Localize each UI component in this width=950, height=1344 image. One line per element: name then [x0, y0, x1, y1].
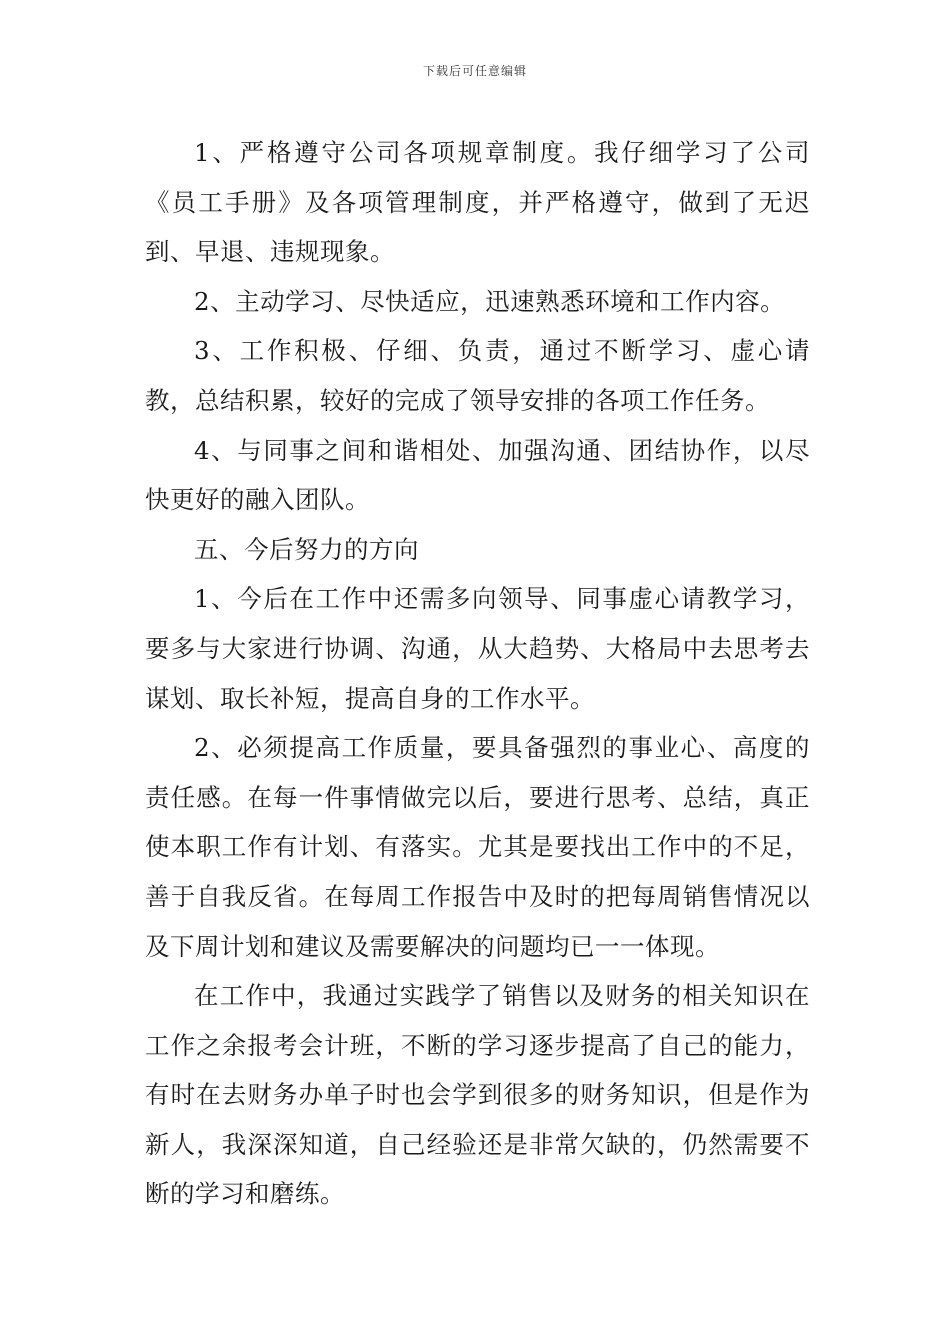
document-body: [145, 128, 810, 1219]
header-note: 下载后可任意编辑: [422, 64, 527, 78]
paragraph-seek-advice: 1、今后在工作中还需多向领导、同事虚心请教学习，要多与大家进行协调、沟通，从大趋势、大格局中去思考去谋划、取长补短，提高自身的工作水平。: [145, 584, 810, 713]
paragraph-rule-compliance: 1、严格遵守公司各项规章制度。我仔细学习了公司《员工手册》及各项管理制度，并严格遵守，做到了无迟到、早退、违规现象。: [145, 138, 810, 267]
section-heading-future-direction: 五、今后努力的方向: [194, 534, 419, 564]
paragraph-active-learning: 2、主动学习、尽快适应，迅速熟悉环境和工作内容。: [194, 286, 786, 316]
paragraph-teamwork: 4、与同事之间和谐相处、加强沟通、团结协作，以尽快更好的融入团队。: [145, 435, 810, 515]
paragraph-work-quality: 2、必须提高工作质量，要具备强烈的事业心、高度的责任感。在每一件事情做完以后，要进行思考、总结，真正使本职工作有计划、有落实。尤其是要找出工作中的不足，善于自我反省。在每周工作报告中及时的把每周销售情况以及下周计划和建议及需要解决的问题均已一一体现。: [145, 733, 810, 961]
paragraph-continuous-learning: 在工作中，我通过实践学了销售以及财务的相关知识在工作之余报考会计班，不断的学习逐步提高了自己的能力，有时在去财务办单子时也会学到很多的财务知识，但是作为新人，我深深知道，自己经验还是非常欠缺的，仍然需要不断的学习和磨练。: [145, 981, 810, 1209]
paragraph-work-attitude: 3、工作积极、仔细、负责，通过不断学习、虚心请教，总结积累，较好的完成了领导安排的各项工作任务。: [145, 336, 810, 415]
